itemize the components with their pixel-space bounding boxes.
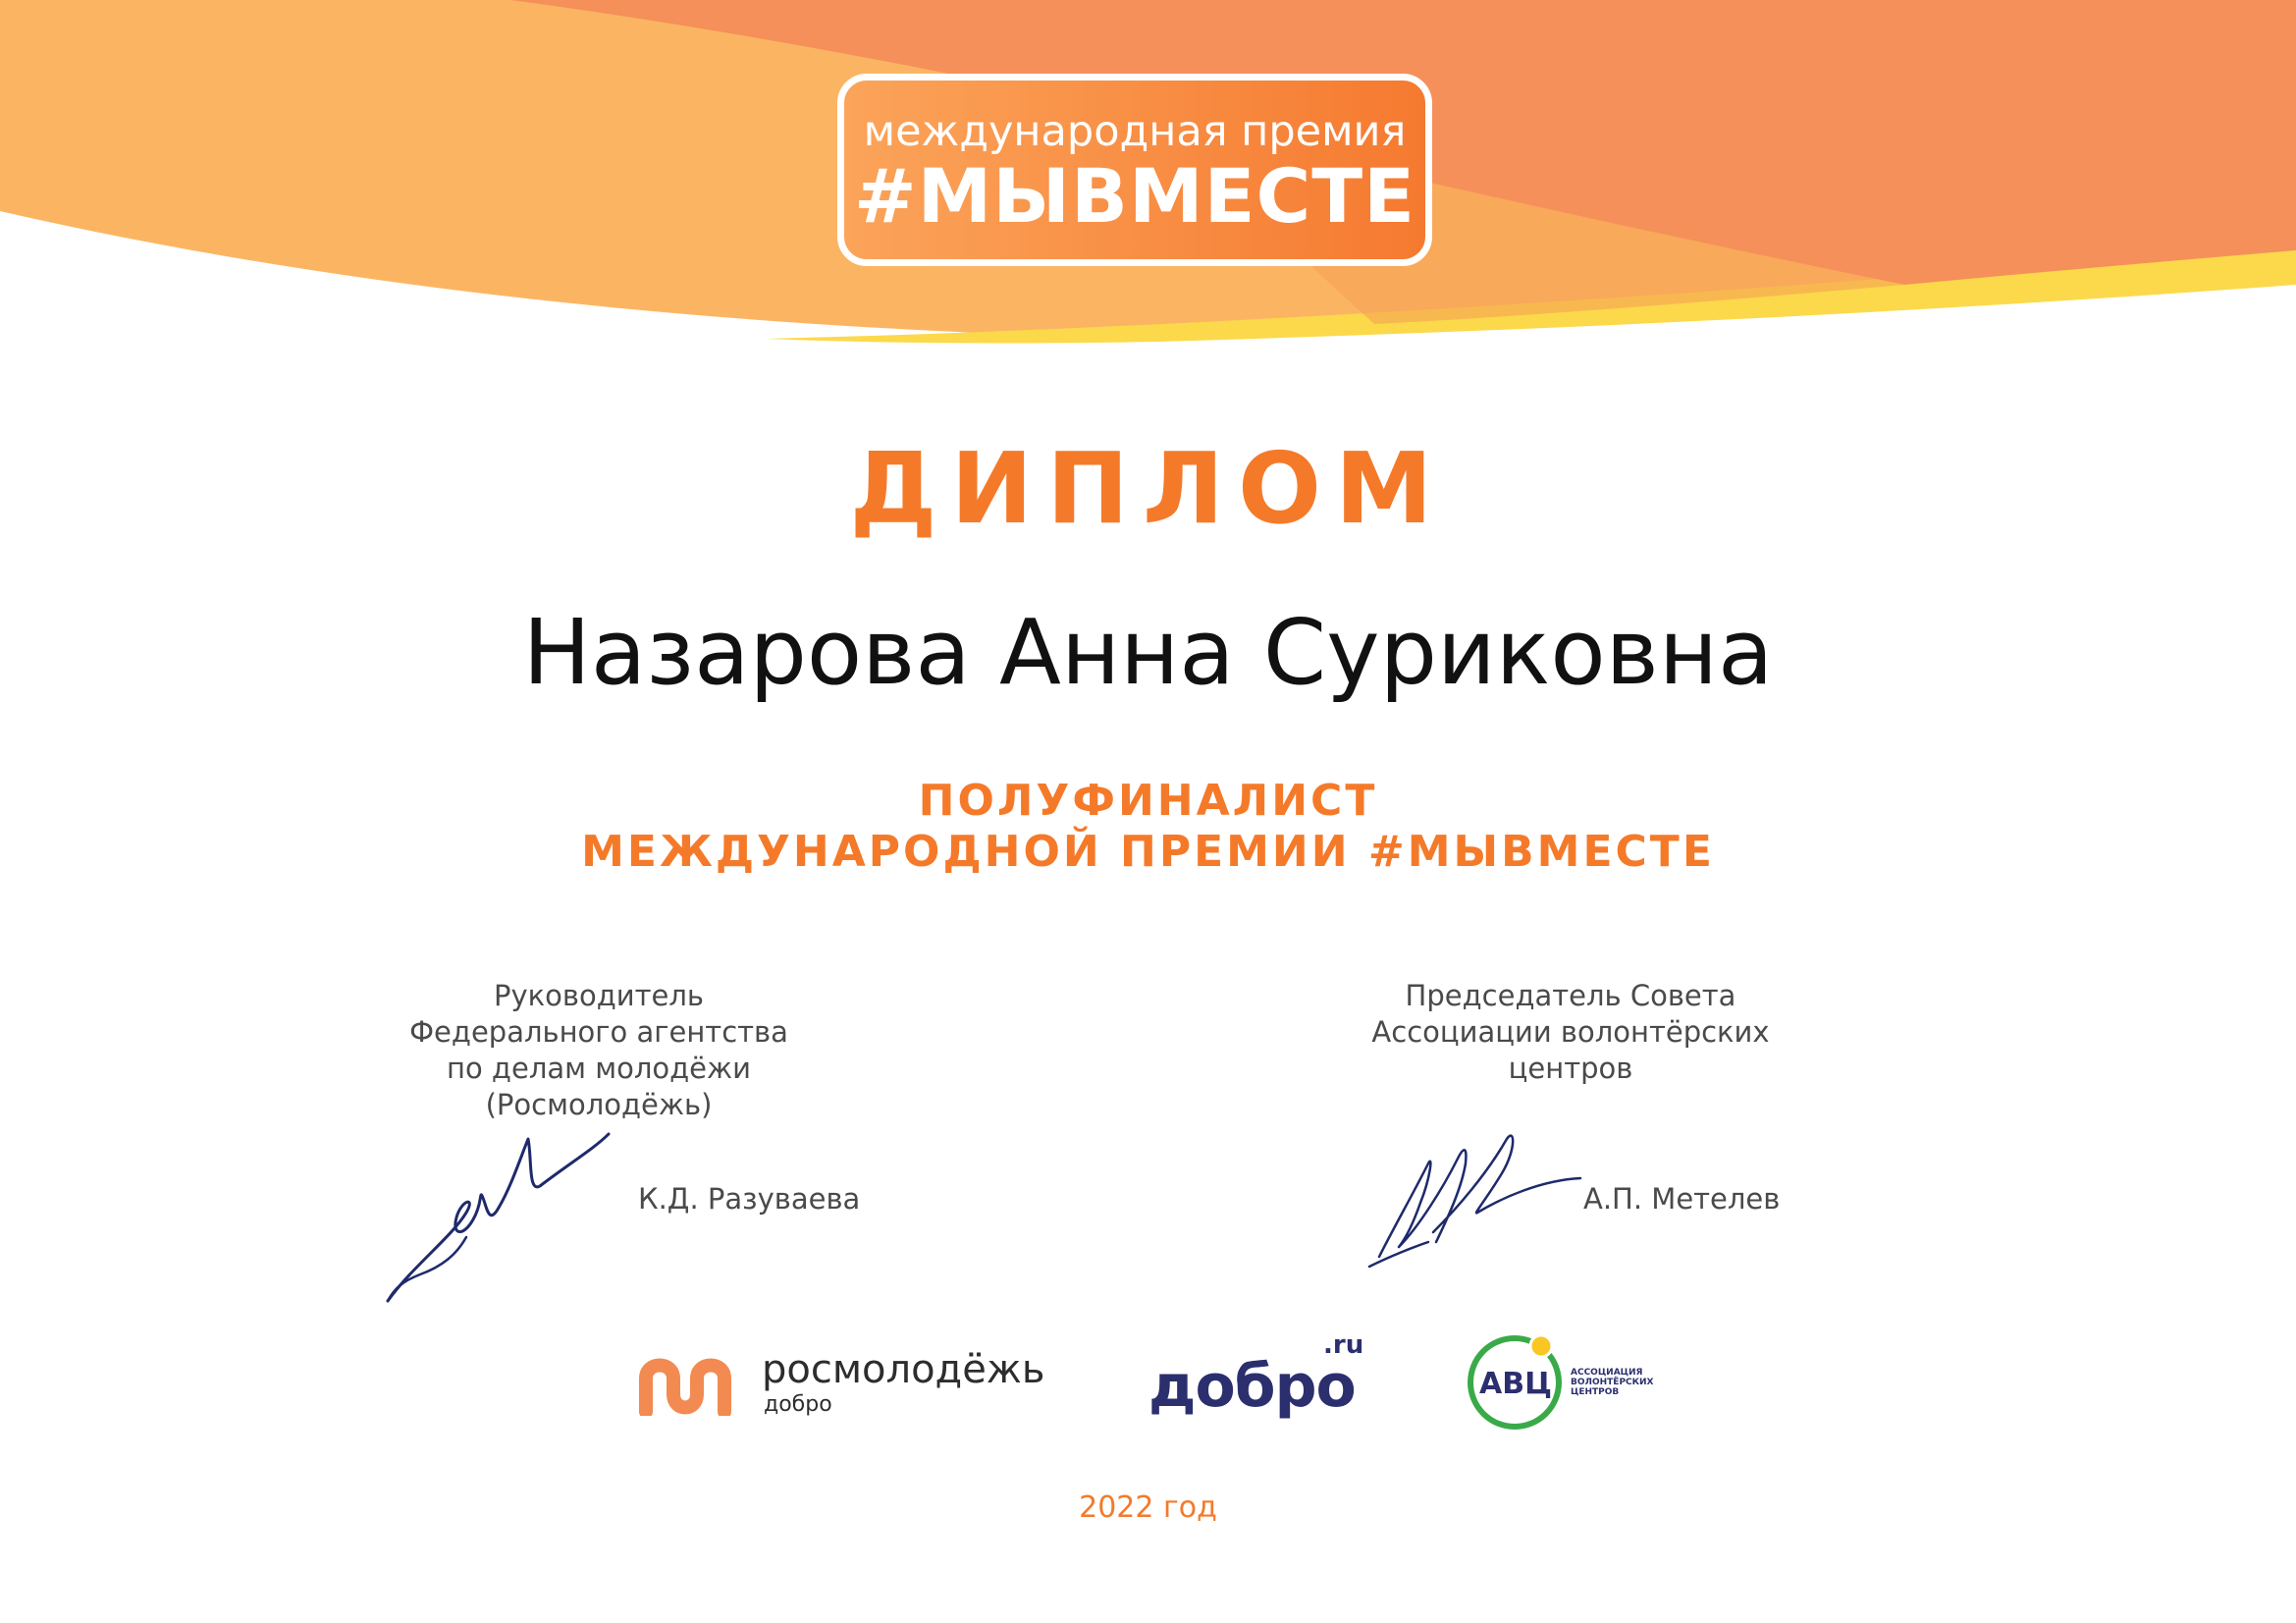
rosmolodezh-mark-icon — [638, 1351, 746, 1416]
avc-letters: АВЦ — [1479, 1367, 1552, 1401]
left-signatory-name: К.Д. Разуваева — [638, 1182, 861, 1216]
position-line: Ассоциации волонтёрских — [1371, 1015, 1770, 1049]
avc-caption-line: АССОЦИАЦИЯ — [1571, 1368, 1643, 1378]
position-line: Руководитель — [493, 979, 704, 1012]
position-line: (Росмолодёжь) — [485, 1088, 713, 1121]
position-line: Федерального агентства — [409, 1015, 788, 1049]
dobro-domain-suffix: .ru — [1323, 1330, 1364, 1360]
position-line: по делам молодёжи — [447, 1052, 751, 1085]
left-signatory-position — [373, 978, 825, 1123]
logo-subtitle: международная премия — [863, 107, 1407, 156]
avc-caption-line: ВОЛОНТЁРСКИХ — [1571, 1378, 1654, 1387]
rosmolodezh-sub: добро — [764, 1392, 832, 1417]
avc-caption — [1571, 1368, 1679, 1397]
avc-logo — [1463, 1330, 1679, 1438]
award-status — [0, 776, 2296, 878]
status-line-2: МЕЖДУНАРОДНОЙ ПРЕМИИ #МЫВМЕСТЕ — [581, 827, 1715, 877]
logo-hashtag: #МЫВМЕСТЕ — [853, 152, 1416, 240]
recipient-name: Назарова Анна Суриковна — [522, 600, 1774, 705]
rosmolodezh-logo — [638, 1345, 1060, 1424]
award-logo-badge — [837, 74, 1432, 266]
left-handwritten-signature — [373, 1109, 628, 1306]
right-handwritten-signature — [1360, 1119, 1585, 1276]
avc-caption-line: ЦЕНТРОВ — [1571, 1387, 1620, 1397]
right-signatory-position — [1315, 978, 1826, 1087]
rosmolodezh-name: росмолодёжь — [762, 1347, 1045, 1392]
dobro-wordmark: добро — [1148, 1352, 1356, 1421]
diploma-title: ДИПЛОМ — [849, 431, 1447, 546]
position-line: Председатель Совета — [1405, 979, 1736, 1012]
right-signatory-name: А.П. Метелев — [1583, 1182, 1781, 1216]
issue-year: 2022 год — [1079, 1490, 1217, 1525]
dobro-ru-logo — [1148, 1330, 1364, 1429]
status-line-1: ПОЛУФИНАЛИСТ — [918, 776, 1378, 826]
position-line: центров — [1508, 1052, 1633, 1085]
